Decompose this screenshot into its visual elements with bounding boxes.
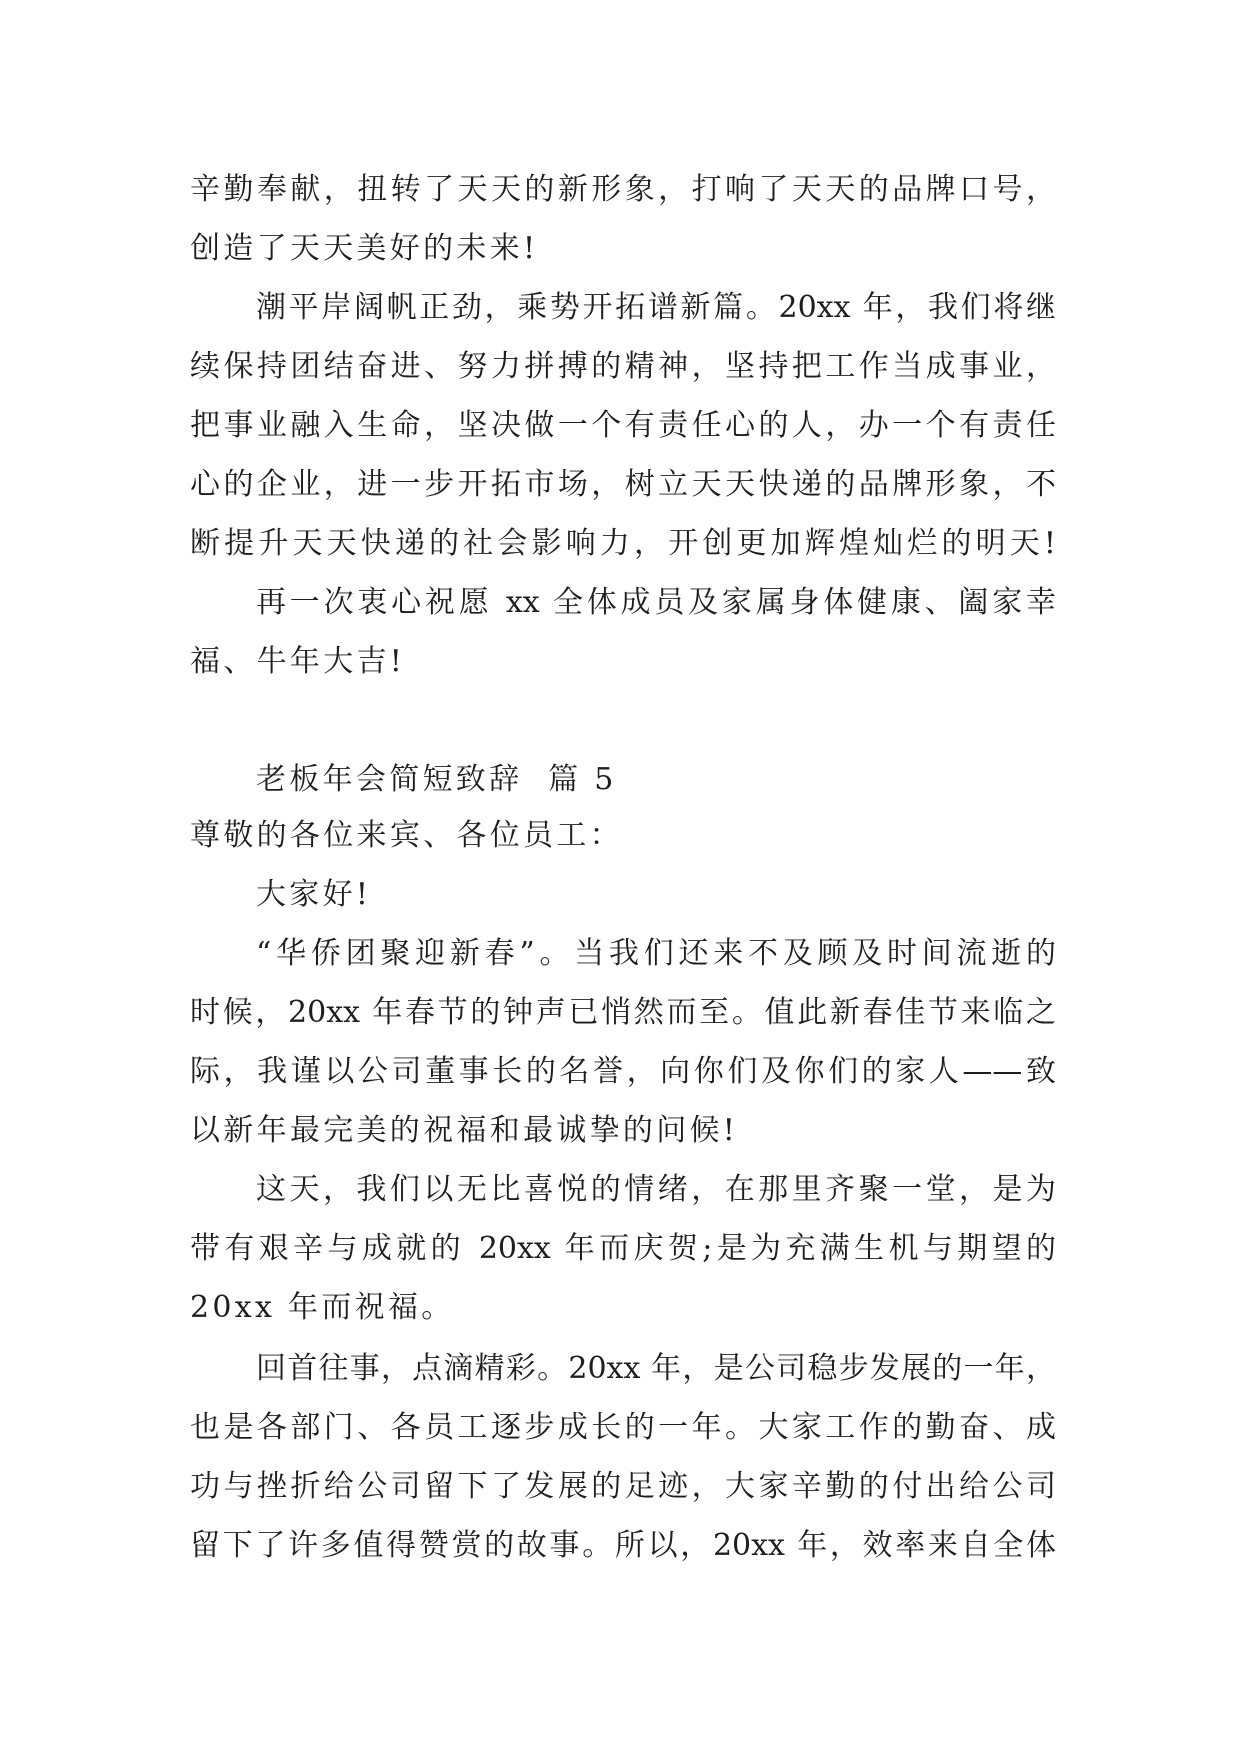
salutation: 尊敬的各位来宾、各位员工： xyxy=(190,818,623,853)
paragraph-line: 续保持团结奋进、努力拼搏的精神，坚持把工作当成事业， xyxy=(190,349,1056,384)
paragraph-line: 创造了天天美好的未来! xyxy=(190,231,539,266)
paragraph-line: 潮平岸阔帆正劲，乘势开拓谱新篇。20xx 年，我们将继 xyxy=(256,290,1056,325)
paragraph-line: 把事业融入生命，坚决做一个有责任心的人，办一个有责任 xyxy=(190,408,1056,443)
paragraph-line: 际，我谨以公司董事长的名誉，向你们及你们的家人——致 xyxy=(190,1054,1056,1089)
paragraph-line: 福、牛年大吉! xyxy=(190,644,406,679)
paragraph-line: 这天，我们以无比喜悦的情绪，在那里齐聚一堂，是为 xyxy=(256,1172,1056,1207)
paragraph-line: 断提升天天快递的社会影响力，开创更加辉煌灿烂的明天! xyxy=(190,526,1056,561)
greeting: 大家好! xyxy=(256,877,372,912)
paragraph-line: “华侨团聚迎新春”。当我们还来不及顾及时间流逝的 xyxy=(256,936,1056,971)
paragraph-line: 功与挫折给公司留下了发展的足迹，大家辛勤的付出给公司 xyxy=(190,1469,1056,1504)
paragraph-line: 20xx 年而祝福。 xyxy=(190,1290,455,1325)
paragraph-line: 以新年最完美的祝福和最诚挚的问候! xyxy=(190,1113,739,1148)
section-title: 老板年会简短致辞 篇 5 xyxy=(256,762,617,797)
paragraph-line: 带有艰辛与成就的 20xx 年而庆贺;是为充满生机与期望的 xyxy=(190,1231,1056,1266)
paragraph-line: 再一次衷心祝愿 xx 全体成员及家属身体健康、阖家幸 xyxy=(256,585,1056,620)
paragraph-line: 也是各部门、各员工逐步成长的一年。大家工作的勤奋、成 xyxy=(190,1410,1056,1445)
paragraph-line: 时候，20xx 年春节的钟声已悄然而至。值此新春佳节来临之 xyxy=(190,995,1056,1030)
paragraph-line: 心的企业，进一步开拓市场，树立天天快递的品牌形象，不 xyxy=(190,467,1056,502)
paragraph-line: 回首往事，点滴精彩。20xx 年，是公司稳步发展的一年， xyxy=(256,1351,1056,1386)
paragraph-line: 留下了许多值得赞赏的故事。所以，20xx 年，效率来自全体 xyxy=(190,1528,1056,1563)
paragraph-line: 辛勤奉献，扭转了天天的新形象，打响了天天的品牌口号， xyxy=(190,172,1056,207)
